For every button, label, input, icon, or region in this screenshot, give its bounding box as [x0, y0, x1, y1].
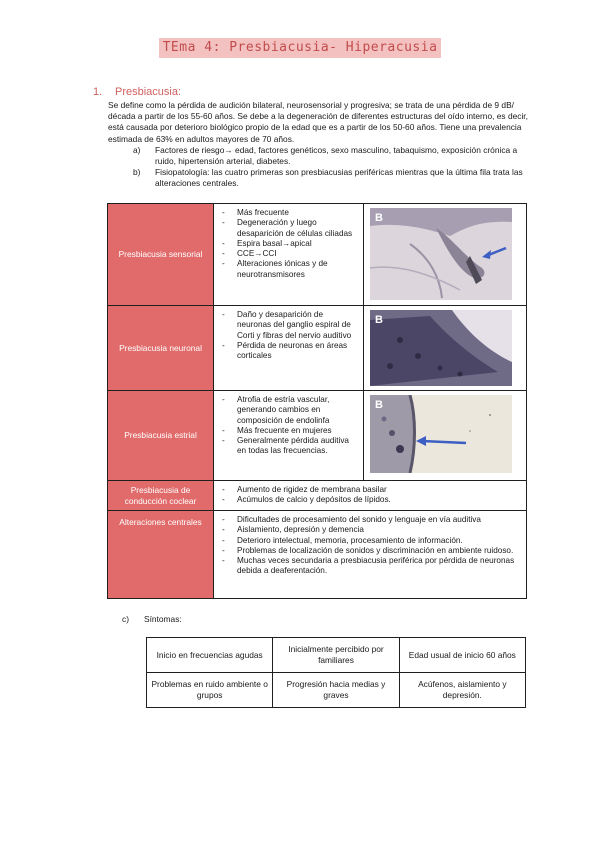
- definition-paragraph: Se define como la pérdida de audición bilateral, neurosensorial y progresiva; se trata de una pérdida de 9 dB/ década a partir de los 55-60 años. Se debe a la degeneración de diferentes estructuras del oído interno, es decir, está causada por deterioro biológico propio de la edad que es a partir de los 50-60 años. Tiene una prevalencia estimada de 63% en adultos mayores de 70 años.: [108, 100, 528, 144]
- subitem-text: Fisiopatología: las cuatro primeras son presbiacusias periféricas mientras que la última fila trata las alteraciones centrales.: [155, 167, 523, 189]
- section-heading: [93, 86, 533, 98]
- list-item: - Más frecuente en mujeres: [220, 426, 359, 436]
- subitem-text: Síntomas:: [144, 614, 182, 624]
- section-title: Presbiacusia:: [115, 86, 182, 98]
- list-item: - Más frecuente: [220, 208, 359, 218]
- list-item: - Espira basal→apical: [220, 239, 359, 249]
- table-row: [108, 204, 527, 306]
- row-content: [214, 481, 527, 511]
- page-title: TEma 4: Presbiacusia- Hiperacusia: [159, 38, 442, 58]
- table-row: [108, 481, 527, 511]
- row-label: Alteraciones centrales: [108, 511, 214, 599]
- list-item: - Problemas de localización de sonidos y discriminación en ambiente ruidoso.: [220, 546, 522, 556]
- table-cell: Progresión hacia medias y graves: [273, 673, 399, 708]
- list-item: - CCE→CCI: [220, 249, 359, 259]
- table-row: [108, 391, 527, 481]
- row-label: Presbiacusia sensorial: [108, 204, 214, 306]
- table-cell: Inicialmente percibido por familiares: [273, 638, 399, 673]
- subitem-letter: c): [122, 614, 129, 624]
- list-item: - Daño y desaparición de neuronas del ganglio espiral de Corti y fibras del nervio auditivo: [220, 310, 359, 341]
- micrograph-sensorial: [370, 208, 512, 300]
- table-row: [108, 511, 527, 599]
- list-item: - Acúmulos de calcio y depósitos de lípidos.: [220, 495, 522, 505]
- row-label: Presbiacusia de conducción coclear: [108, 481, 214, 511]
- list-item: - Aumento de rigidez de membrana basilar: [220, 485, 522, 495]
- table-cell: Acúfenos, aislamiento y depresión.: [399, 673, 525, 708]
- row-content: [214, 391, 364, 481]
- row-label: Presbiacusia estrial: [108, 391, 214, 481]
- subitem-letter: b): [133, 167, 141, 178]
- image-letter: B: [375, 212, 383, 224]
- list-item: - Generalmente pérdida auditiva en todas las frecuencias.: [220, 436, 359, 457]
- table-row: [147, 638, 526, 673]
- title-wrap: [0, 38, 600, 58]
- image-cell: [364, 204, 527, 306]
- row-content: [214, 306, 364, 391]
- table-cell: Edad usual de inicio 60 años: [399, 638, 525, 673]
- list-item: - Aislamiento, depresión y demencia: [220, 525, 522, 535]
- sintomas-table: [146, 637, 526, 708]
- table-cell: Inicio en frecuencias agudas: [147, 638, 273, 673]
- list-item: - Atrofia de estría vascular, generando cambios en composición de endolinfa: [220, 395, 359, 426]
- table-row: [147, 673, 526, 708]
- section-number: 1.: [93, 86, 103, 98]
- subitem-letter: a): [133, 144, 141, 155]
- subitem-fisiopatologia: [133, 167, 533, 189]
- list-item: - Muchas veces secundaria a presbiacusia periférica por pérdida de neuronas debida a deaferentación.: [220, 556, 522, 577]
- row-content: [214, 511, 527, 599]
- table-cell: Problemas en ruido ambiente o grupos: [147, 673, 273, 708]
- section-presbiacusia: [93, 86, 533, 190]
- subitem-text: Factores de riesgo→ edad, factores genéticos, sexo masculino, tabaquismo, exposición crónica a ruido, hipertensión arterial, diabetes.: [155, 144, 518, 167]
- image-letter: B: [375, 399, 383, 411]
- micrograph-neuronal: [370, 310, 512, 386]
- list-item: - Degeneración y luego desaparición de células ciliadas: [220, 218, 359, 239]
- row-label: Presbiacusia neuronal: [108, 306, 214, 391]
- table-row: [108, 306, 527, 391]
- image-cell: [364, 391, 527, 481]
- sintomas-heading: [122, 614, 182, 624]
- list-item: - Pérdida de neuronas en áreas corticales: [220, 341, 359, 362]
- fisiopatologia-table: [107, 203, 527, 599]
- list-item: - Dificultades de procesamiento del sonido y lenguaje en vía auditiva: [220, 515, 522, 525]
- subitem-factores: [133, 145, 533, 167]
- image-letter: B: [375, 314, 383, 326]
- micrograph-estrial: [370, 395, 512, 473]
- row-content: [214, 204, 364, 306]
- image-cell: [364, 306, 527, 391]
- list-item: - Alteraciones iónicas y de neurotransmisores: [220, 259, 359, 280]
- list-item: - Deterioro intelectual, memoria, procesamiento de información.: [220, 536, 522, 546]
